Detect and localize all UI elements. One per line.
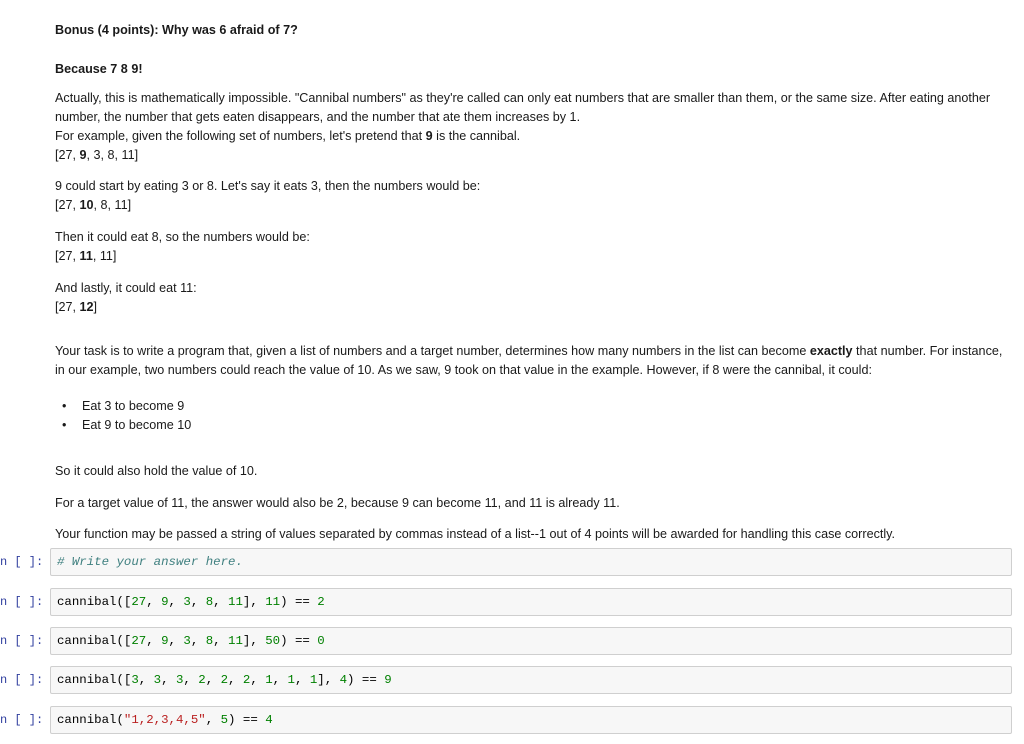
code-text: cannibal("1,2,3,4,5", 5) == 4 [57, 713, 273, 727]
code-cell-test-3 [0, 666, 1024, 694]
code-text: cannibal([27, 9, 3, 8, 11], 50) == 0 [57, 634, 325, 648]
step-2: Then it could eat 8, so the numbers would be: [27, 11, 11] [55, 228, 1015, 266]
bonus-title: Bonus (4 points): Why was 6 afraid of 7? [55, 22, 298, 37]
bonus-subtitle: Because 7 8 9! [55, 61, 143, 76]
bullet-list [55, 397, 1015, 435]
input-prompt: n [ ]: [0, 595, 44, 609]
example-intro: For example, given the following set of numbers, let's pretend that 9 is the cannibal. [55, 129, 521, 143]
code-input[interactable] [50, 627, 1012, 655]
intro-paragraph: Actually, this is mathematically impossible. "Cannibal numbers" as they're called can only eat numbers that are smaller than them, or the same size. After eating another number, the number that gets eaten disappears, and the number that ate them increases by 1. [55, 90, 991, 124]
example-list: [27, 9, 3, 8, 11] [55, 148, 139, 162]
code-input[interactable] [50, 588, 1012, 616]
code-cell-test-1 [0, 588, 1024, 616]
code-cell-answer [0, 548, 1024, 576]
step-3: And lastly, it could eat 11: [27, 12] [55, 279, 1015, 317]
step-1-list: [27, 10, 8, 11] [55, 198, 132, 212]
code-text: cannibal([27, 9, 3, 8, 11], 11) == 2 [57, 595, 325, 609]
code-input[interactable] [50, 706, 1012, 734]
example-block [55, 127, 1015, 165]
input-prompt: n [ ]: [0, 634, 44, 648]
list-item: • Eat 3 to become 9 [55, 397, 1015, 416]
code-cell-test-4 [0, 706, 1024, 734]
list-item: • Eat 9 to become 10 [55, 416, 1015, 435]
input-prompt: n [ ]: [0, 713, 44, 727]
also-hold-text: So it could also hold the value of 10. [55, 463, 258, 478]
string-note-text: Your function may be passed a string of values separated by commas instead of a list--1 out of 4 points will be awarded for handling this case correctly. [55, 526, 896, 541]
step-1: 9 could start by eating 3 or 8. Let's say it eats 3, then the numbers would be: [27, 10, 8, 11] [55, 177, 1015, 215]
target-11-text: For a target value of 11, the answer would also be 2, because 9 can become 11, and 11 is already 11. [55, 495, 620, 510]
step-2-list: [27, 11, 11] [55, 249, 117, 263]
input-prompt: n [ ]: [0, 555, 44, 569]
code-cell-test-2 [0, 627, 1024, 655]
code-input[interactable] [50, 666, 1012, 694]
code-text: cannibal([3, 3, 3, 2, 2, 2, 1, 1, 1], 4) == 9 [57, 673, 392, 687]
input-prompt: n [ ]: [0, 673, 44, 687]
task-paragraph: Your task is to write a program that, given a list of numbers and a target number, determines how many numbers in the list can become exactly that number. For instance, in our example, two numbers could reach the value of 10. As we saw, 9 took on that value in the example. However, if 8 were the cannibal, it could: [55, 343, 1003, 377]
code-input[interactable] [50, 548, 1012, 576]
code-text: # Write your answer here. [57, 555, 243, 569]
step-3-list: [27, 12] [55, 300, 98, 314]
